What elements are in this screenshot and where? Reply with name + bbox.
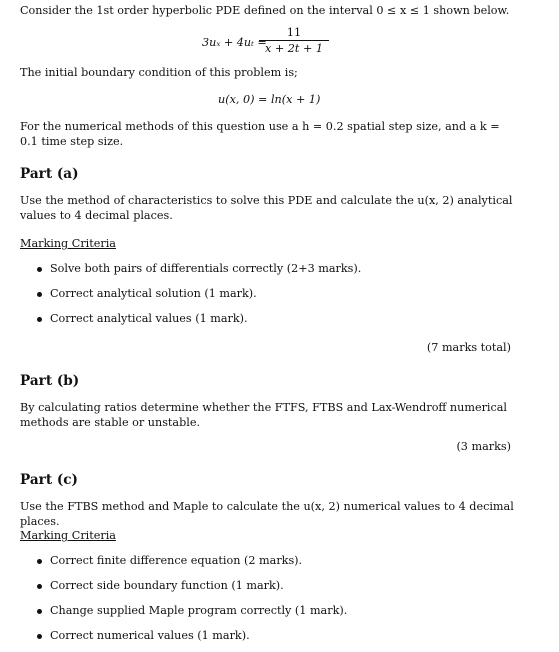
boundary-intro: The initial boundary condition of this problem is; [20,66,298,79]
bullet-icon [37,317,42,322]
pde-lhs: 3uₓ + 4uₜ = [202,36,267,49]
part-a-text: Use the method of characteristics to solve this PDE and calculate the u(x, 2) analytical values to 4 decimal places. [20,194,513,222]
pde-numerator: 11 [259,26,329,41]
part-c-heading: Part (c) [20,472,78,488]
part-a-criterion: Solve both pairs of differentials correctly (2+3 marks). [50,262,362,275]
part-c-text: Use the FTBS method and Maple to calculate the u(x, 2) numerical values to 4 decimal places. [20,500,514,528]
part-c-criteria-label: Marking Criteria [20,529,116,542]
pde-fraction [259,26,329,55]
pde-denominator: x + 2t + 1 [264,42,323,55]
boundary-equation: u(x, 0) = ln(x + 1) [218,93,321,106]
step-size-text: For the numerical methods of this question use a h = 0.2 spatial step size, and a k = 0.1 time step size. [20,120,500,148]
part-c-criterion: Correct numerical values (1 mark). [50,629,250,642]
part-c-criterion: Correct side boundary function (1 mark). [50,579,284,592]
bullet-icon [37,267,42,272]
part-b-marks: (3 marks) [456,440,511,453]
part-a-heading: Part (a) [20,166,79,182]
part-c-criterion: Change supplied Maple program correctly (1 mark). [50,604,348,617]
bullet-icon [37,559,42,564]
bullet-icon [37,609,42,614]
part-b-heading: Part (b) [20,373,80,389]
bullet-icon [37,292,42,297]
part-c-criterion: Correct finite difference equation (2 marks). [50,554,303,567]
part-a-marks: (7 marks total) [426,341,511,354]
bullet-icon [37,584,42,589]
part-a-criteria-label: Marking Criteria [20,237,116,250]
part-a-criterion: Correct analytical values (1 mark). [50,312,248,325]
part-a-criterion: Correct analytical solution (1 mark). [50,287,257,300]
part-b-text: By calculating ratios determine whether the FTFS, FTBS and Lax-Wendroff numerical methods are stable or unstable. [20,401,508,429]
bullet-icon [37,634,42,639]
intro-text: Consider the 1st order hyperbolic PDE defined on the interval 0 ≤ x ≤ 1 shown below. [20,4,510,17]
